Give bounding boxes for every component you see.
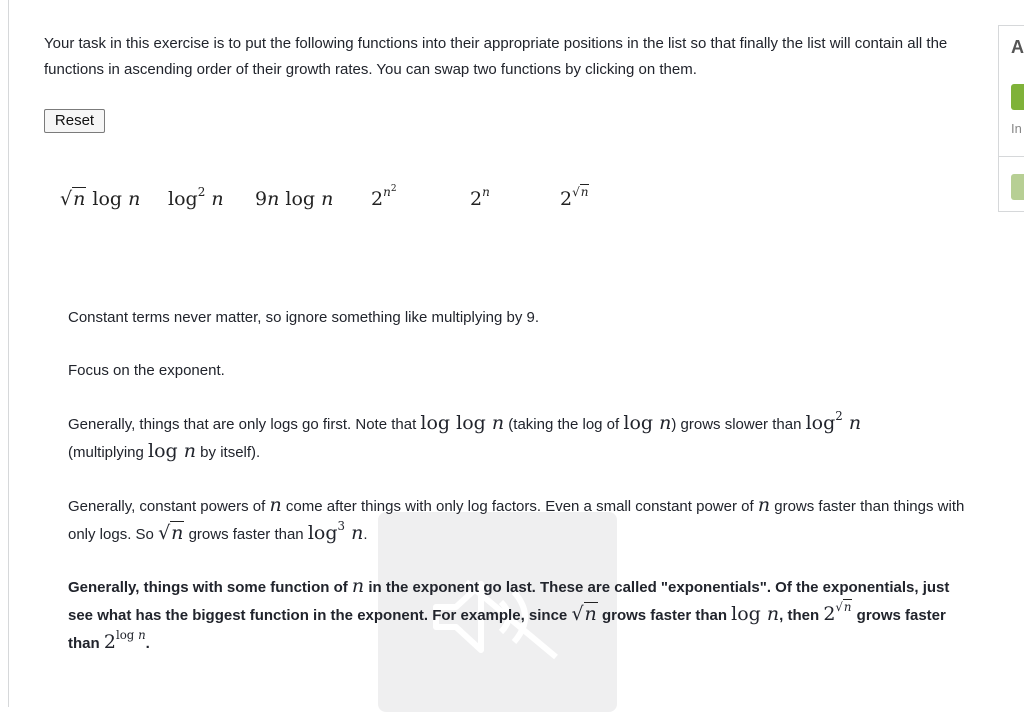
hint-text: (multiplying xyxy=(68,444,149,461)
n-var: n xyxy=(491,412,505,434)
exponent-2: 2 xyxy=(390,184,397,194)
instructions-text: Your task in this exercise is to put the following functions into their appropriate positions in the list so that finally the list will contain all the functions in ascending order of their growth rates. You can swap two functions by clicking on them. xyxy=(44,35,948,78)
radical-sign: √ xyxy=(60,188,73,210)
n-var: n xyxy=(128,188,141,210)
n-var: n xyxy=(267,188,280,210)
log-op: log xyxy=(456,412,486,434)
hint-text: Generally, constant powers of xyxy=(68,498,270,515)
n-var: n xyxy=(482,185,490,199)
side-check-button[interactable] xyxy=(1011,84,1024,110)
radical-sign: √ xyxy=(158,522,171,544)
hint-text: grows faster than things with only logs. So xyxy=(68,498,965,543)
n-var: n xyxy=(843,600,852,615)
exponent-3: 3 xyxy=(337,519,346,534)
n-var: n xyxy=(73,188,86,210)
side-secondary-button[interactable] xyxy=(1011,174,1024,200)
log-op: log xyxy=(731,603,761,625)
hint-exponent: Focus on the exponent. xyxy=(68,362,225,379)
n-var: n xyxy=(848,412,862,434)
n-var: n xyxy=(171,522,184,544)
log-op: log xyxy=(805,412,836,434)
side-panel-subtext: In xyxy=(1011,121,1022,136)
function-sqrt-n-log-n[interactable] xyxy=(60,183,140,215)
log-op: log xyxy=(307,522,338,544)
n-var: n xyxy=(659,412,672,434)
function-2-pow-n-squared[interactable] xyxy=(371,183,397,215)
hint-text: (taking the log of xyxy=(504,416,624,433)
base-2: 2 xyxy=(371,188,384,210)
log-op: log xyxy=(623,412,654,434)
exponent-2: 2 xyxy=(197,185,206,199)
n-var: n xyxy=(580,185,589,199)
hint-text: in the exponent go last. These are called "exponentials". Of the exponentials, just see what has the biggest function in the exponent. For example, since xyxy=(68,579,950,624)
function-9n-log-n[interactable] xyxy=(255,183,333,215)
left-divider xyxy=(8,0,9,707)
coefficient-9: 9 xyxy=(255,188,268,210)
base-2: 2 xyxy=(103,631,116,653)
n-var: n xyxy=(351,522,364,544)
base-2: 2 xyxy=(470,188,483,210)
exponent-2: 2 xyxy=(835,409,843,424)
hint-text: . xyxy=(363,526,368,543)
base-2: 2 xyxy=(823,603,836,625)
hint-logs-first xyxy=(68,410,968,466)
hint-text: Generally, things that are only logs go first. Note that xyxy=(68,416,421,433)
n-var: n xyxy=(321,188,334,210)
hint-text: grows faster than xyxy=(184,526,308,543)
log-op: log xyxy=(285,188,316,210)
function-list xyxy=(60,183,660,215)
function-2-pow-n[interactable] xyxy=(470,183,490,215)
hint-text: by itself). xyxy=(196,444,261,461)
base-2: 2 xyxy=(560,188,573,210)
log-op: log xyxy=(168,188,198,210)
n-var: n xyxy=(766,603,780,625)
hint-text: come after things with only log factors. Even a small constant power of xyxy=(281,498,758,515)
n-var: n xyxy=(269,494,282,516)
hint-text: ) grows slower than xyxy=(671,416,806,433)
n-var: n xyxy=(138,628,146,643)
hint-text: grows faster than xyxy=(597,607,732,624)
radical-sign: √ xyxy=(571,603,584,625)
log-op: log xyxy=(420,412,451,434)
side-panel-divider xyxy=(999,156,1024,157)
hint-text: grows faster than xyxy=(68,607,946,652)
n-var: n xyxy=(383,185,391,199)
hint-text: Generally, things with some function of xyxy=(68,579,352,596)
n-var: n xyxy=(183,440,197,462)
side-panel xyxy=(998,25,1024,212)
log-op: log xyxy=(92,188,123,210)
hint-exponentials xyxy=(68,573,968,657)
function-2-pow-sqrt-n[interactable] xyxy=(560,183,589,215)
function-log-squared-n[interactable] xyxy=(168,183,224,215)
radical-sign: √ xyxy=(835,600,843,615)
n-var: n xyxy=(351,575,365,597)
log-op: log xyxy=(148,440,178,462)
hint-constants: Constant terms never matter, so ignore something like multiplying by 9. xyxy=(68,309,540,326)
radical-sign: √ xyxy=(572,185,580,199)
side-panel-letter: A xyxy=(1011,37,1024,57)
n-var: n xyxy=(211,188,224,210)
hint-text: , then xyxy=(779,607,824,624)
n-var: n xyxy=(584,603,597,625)
log-op: log xyxy=(115,628,135,643)
hint-text: . xyxy=(145,635,150,652)
reset-button[interactable]: Reset xyxy=(44,109,105,133)
n-var: n xyxy=(757,494,771,516)
